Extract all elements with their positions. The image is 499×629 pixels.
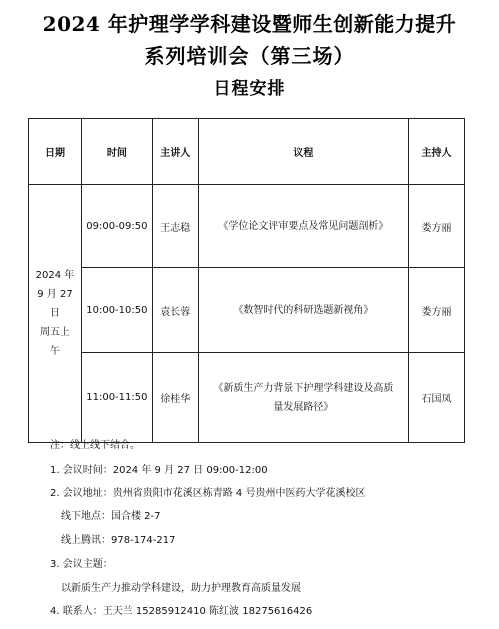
date-line: 2024 年: [35, 270, 75, 281]
contact-info: 4. 联系人：王天兰 15285912410 陈红波 18275616426: [50, 606, 313, 617]
speaker-cell: 徐桂华: [152, 353, 198, 443]
date-cell: [29, 185, 82, 443]
host-cell: 石国凤: [409, 353, 465, 443]
header-speaker: 主讲人: [152, 119, 198, 185]
topic-line: 量发展路径》: [273, 401, 334, 413]
header-date: 日期: [29, 119, 82, 185]
topic-cell: [198, 268, 408, 353]
time-cell: 09:00-09:50: [81, 185, 152, 268]
time-cell: 10:00-10:50: [81, 268, 152, 353]
topic-line: 《数智时代的科研选题新视角》: [233, 304, 374, 316]
offline-location: 线下地点：国合楼 2-7: [61, 511, 161, 522]
document-title-line2: 系列培训会（第三场）: [144, 44, 355, 68]
schedule-table: [28, 118, 465, 443]
topic-line: 《学位论文评审要点及常见问题剖析》: [218, 220, 389, 232]
header-host: 主持人: [409, 119, 465, 185]
speaker-cell: 袁长蓉: [152, 268, 198, 353]
header-agenda: 议程: [198, 119, 408, 185]
host-cell: 娄方丽: [409, 268, 465, 353]
theme-label: 3. 会议主题：: [50, 559, 113, 570]
table-header-row: [29, 119, 465, 185]
date-line: 周五上: [39, 327, 70, 338]
speaker-cell: 王志稳: [152, 185, 198, 268]
table-row: [29, 353, 465, 443]
date-line: 9 月 27 日: [37, 289, 73, 319]
topic-cell: [198, 185, 408, 268]
schedule-subtitle: 日程安排: [213, 79, 286, 99]
table-row: [29, 185, 465, 268]
meeting-time: 1. 会议时间：2024 年 9 月 27 日 09:00-12:00: [50, 465, 268, 476]
header-time: 时间: [81, 119, 152, 185]
topic-line: 《新质生产力背景下护理学科建设及高质: [213, 382, 394, 394]
note-text: 注：线上线下结合。: [50, 440, 140, 451]
date-line: 午: [49, 346, 60, 357]
document-title-line1: 2024 年护理学学科建设暨师生创新能力提升: [42, 12, 457, 36]
table-row: [29, 268, 465, 353]
time-cell: 11:00-11:50: [81, 353, 152, 443]
host-cell: 娄方丽: [409, 185, 465, 268]
online-meeting-id: 线上腾讯：978-174-217: [61, 535, 176, 546]
meeting-address: 2. 会议地址：贵州省贵阳市花溪区栋青路 4 号贵州中医药大学花溪校区: [50, 488, 366, 499]
meeting-theme: 以新质生产力推动学科建设，助力护理教育高质量发展: [61, 583, 301, 594]
topic-cell: [198, 353, 408, 443]
